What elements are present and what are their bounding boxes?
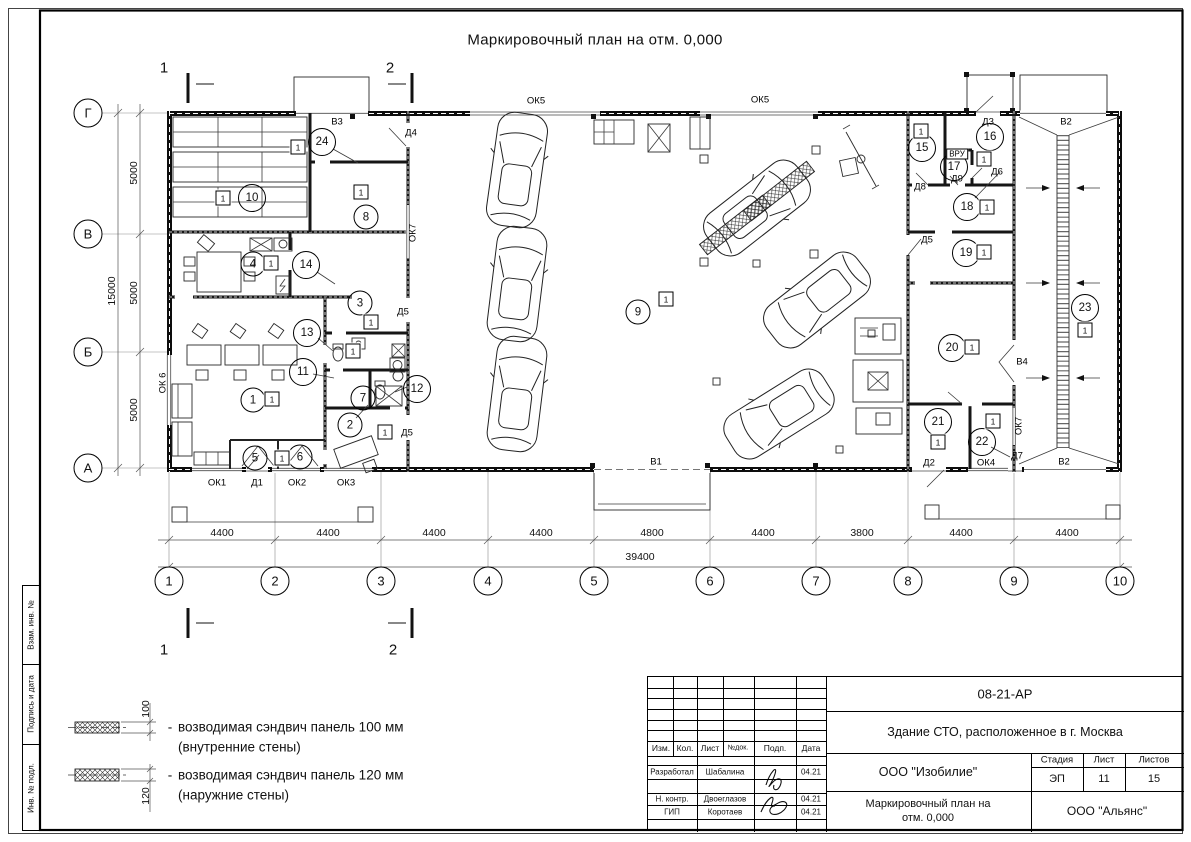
room-number-bubble: 17 bbox=[940, 153, 968, 181]
room-number-bubble: 13 bbox=[293, 319, 321, 347]
room-number-bubble: 1 bbox=[241, 388, 266, 413]
legend-item-text: возводимая сэндвич панель 100 мм bbox=[178, 719, 404, 735]
tb-company: ООО "Альянс" bbox=[1066, 804, 1148, 818]
axis-bubble: 7 bbox=[802, 567, 831, 596]
room-number-bubble: 19 bbox=[952, 239, 980, 267]
dim-total-label: 15000 bbox=[106, 276, 118, 306]
unit-tag: 1 bbox=[265, 392, 280, 407]
room-number-bubble: 8 bbox=[354, 205, 379, 230]
side-stamp bbox=[22, 585, 40, 831]
room-number-bubble: 9 bbox=[626, 300, 651, 325]
dim-label: 5000 bbox=[128, 398, 140, 422]
dim-label: 4400 bbox=[529, 527, 553, 539]
room-number-bubble: 6 bbox=[288, 445, 313, 470]
opening-label: В1 bbox=[650, 456, 662, 468]
room-number-bubble: 4 bbox=[241, 252, 266, 277]
tb-sheet-label: Лист bbox=[1093, 754, 1115, 766]
dim-label: 4400 bbox=[751, 527, 775, 539]
room-number-bubble: 10 bbox=[238, 184, 266, 212]
room-number-bubble: 14 bbox=[292, 251, 320, 279]
tb-name: Шабалина bbox=[705, 767, 745, 777]
axis-bubble: 2 bbox=[261, 567, 290, 596]
dim-label: 5000 bbox=[128, 281, 140, 305]
axis-bubble: Б bbox=[74, 338, 103, 367]
axis-bubble: 5 bbox=[580, 567, 609, 596]
tb-stage-label: Стадия bbox=[1040, 754, 1074, 766]
title-block bbox=[647, 676, 1183, 831]
tb-col: Лист bbox=[700, 743, 720, 753]
opening-label: Д9 bbox=[951, 173, 963, 185]
opening-label: ОК2 bbox=[287, 477, 307, 489]
axis-bubble: 8 bbox=[894, 567, 923, 596]
opening-label: Д8 bbox=[914, 181, 926, 193]
axis-bubble: А bbox=[74, 454, 103, 483]
tb-sheet-num: 11 bbox=[1098, 773, 1110, 785]
axis-bubble: 1 bbox=[155, 567, 184, 596]
dim-label: 4400 bbox=[1055, 527, 1079, 539]
unit-tag: 1 bbox=[275, 451, 290, 466]
room-number-bubble: 21 bbox=[924, 408, 952, 436]
unit-tag: 1 bbox=[914, 124, 929, 139]
room-number-bubble: 7 bbox=[351, 386, 376, 411]
tb-sheet-title: отм. 0,000 bbox=[901, 812, 955, 824]
stamp-cell-label: Взам. инв. № bbox=[26, 600, 36, 650]
section-mark-label: 1 bbox=[159, 59, 169, 77]
tb-org: ООО "Изобилие" bbox=[878, 765, 978, 779]
legend-separator: - bbox=[167, 719, 173, 735]
dim-label: 4400 bbox=[422, 527, 446, 539]
opening-label: В2 bbox=[1060, 116, 1072, 128]
tb-stage: ЭП bbox=[1049, 773, 1065, 785]
axis-bubble: 6 bbox=[696, 567, 725, 596]
axis-bubble: 4 bbox=[474, 567, 503, 596]
room-number-bubble: 15 bbox=[908, 134, 936, 162]
opening-label: Д3 bbox=[982, 116, 994, 128]
dim-total-label: 39400 bbox=[625, 551, 655, 563]
tb-name: Коротаев bbox=[707, 807, 743, 817]
legend-item-text: возводимая сэндвич панель 120 мм bbox=[178, 767, 404, 783]
opening-label: Д2 bbox=[923, 457, 935, 469]
plan-title: Маркировочный план на отм. 0,000 bbox=[467, 31, 723, 49]
dim-label: 4400 bbox=[949, 527, 973, 539]
opening-label: Д5 bbox=[401, 427, 413, 439]
tb-date: 04.21 bbox=[800, 794, 822, 804]
room-number-bubble: 2 bbox=[338, 413, 363, 438]
unit-tag: 1 bbox=[264, 256, 279, 271]
opening-label: Д5 bbox=[397, 306, 409, 318]
dim-label: 4400 bbox=[316, 527, 340, 539]
axis-bubble: Г bbox=[74, 99, 103, 128]
room-number-bubble: 20 bbox=[938, 334, 966, 362]
dim-label: 4400 bbox=[210, 527, 234, 539]
tb-col: №док. bbox=[727, 744, 749, 752]
unit-tag: 1 bbox=[364, 315, 379, 330]
unit-tag: 1 bbox=[659, 292, 674, 307]
section-mark-label: 1 bbox=[159, 641, 169, 659]
dim-label: 3800 bbox=[850, 527, 874, 539]
tb-date: 04.21 bbox=[800, 767, 822, 777]
unit-tag: 1 bbox=[1078, 323, 1093, 338]
unit-tag: 1 bbox=[965, 340, 980, 355]
opening-label: ОК4 bbox=[976, 457, 996, 469]
room-number-bubble: 11 bbox=[289, 358, 317, 386]
unit-tag: 1 bbox=[977, 152, 992, 167]
unit-tag: 1 bbox=[980, 200, 995, 215]
room-number-bubble: 12 bbox=[403, 375, 431, 403]
stamp-cell-label: Инв. № подл. bbox=[26, 763, 36, 813]
unit-tag: 1 bbox=[378, 425, 393, 440]
opening-label: Д5 bbox=[921, 234, 933, 246]
opening-label: Д4 bbox=[405, 127, 417, 139]
unit-tag: 1 bbox=[977, 245, 992, 260]
tb-col: Изм. bbox=[651, 743, 671, 753]
opening-label: ОК1 bbox=[207, 477, 227, 489]
opening-label: ОК5 bbox=[750, 94, 770, 106]
unit-tag: 1 bbox=[291, 140, 306, 155]
room-number-bubble: 22 bbox=[968, 428, 996, 456]
opening-label: ВРУ bbox=[946, 149, 968, 160]
axis-bubble: 9 bbox=[1000, 567, 1029, 596]
tb-col: Кол. bbox=[676, 743, 694, 753]
tb-role: ГИП bbox=[664, 807, 680, 817]
opening-label: Д6 bbox=[991, 166, 1003, 178]
tb-role: Разработал bbox=[650, 767, 694, 777]
tb-sheets-label: Листов bbox=[1138, 754, 1170, 766]
legend-item-text: (наружние стены) bbox=[178, 787, 289, 803]
opening-label: В3 bbox=[331, 116, 343, 128]
opening-label: Д1 bbox=[251, 477, 263, 489]
unit-tag: 1 bbox=[346, 344, 361, 359]
opening-label: ОК5 bbox=[526, 95, 546, 107]
room-number-bubble: 5 bbox=[243, 446, 268, 471]
section-mark-label: 2 bbox=[388, 641, 398, 659]
opening-label: Д7 bbox=[1011, 450, 1023, 462]
room-number-bubble: 23 bbox=[1071, 294, 1099, 322]
tb-role: Н. контр. bbox=[655, 794, 689, 804]
room-number-bubble: 3 bbox=[348, 291, 373, 316]
legend-dim-120: 120 bbox=[140, 787, 152, 805]
room-number-bubble: 24 bbox=[308, 128, 336, 156]
section-mark-label: 2 bbox=[385, 59, 395, 77]
stamp-cell-label: Подпись и дата bbox=[26, 675, 36, 733]
opening-label: В4 bbox=[1016, 356, 1028, 368]
opening-label: ОК7 bbox=[1013, 416, 1025, 436]
tb-sheets-total: 15 bbox=[1147, 773, 1161, 785]
unit-tag: 1 bbox=[354, 185, 369, 200]
legend-dim-100: 100 bbox=[140, 700, 152, 718]
legend-separator: - bbox=[167, 767, 173, 783]
legend-item-text: (внутренние стены) bbox=[178, 739, 301, 755]
tb-name: Двоеглазов bbox=[703, 794, 747, 804]
axis-bubble: 3 bbox=[367, 567, 396, 596]
opening-label: В2 bbox=[1058, 456, 1070, 468]
dim-label: 4800 bbox=[640, 527, 664, 539]
opening-label: ОК3 bbox=[336, 477, 356, 489]
room-number-bubble: 16 bbox=[976, 123, 1004, 151]
axis-bubble: В bbox=[74, 220, 103, 249]
tb-doc-number: 08-21-АР bbox=[977, 686, 1033, 702]
unit-tag: 1 bbox=[986, 414, 1001, 429]
opening-label: ОК 6 bbox=[157, 372, 169, 394]
axis-bubble: 10 bbox=[1106, 567, 1135, 596]
room-number-bubble: 18 bbox=[953, 193, 981, 221]
unit-tag: 1 bbox=[216, 191, 231, 206]
opening-label: ОК7 bbox=[407, 223, 419, 243]
tb-sheet-title: Маркировочный план на bbox=[865, 798, 991, 810]
dim-label: 5000 bbox=[128, 161, 140, 185]
unit-tag: 1 bbox=[931, 435, 946, 450]
tb-col: Подп. bbox=[763, 743, 787, 753]
tb-col: Дата bbox=[801, 743, 821, 753]
tb-project: Здание СТО, расположенное в г. Москва bbox=[887, 725, 1123, 739]
tb-date: 04.21 bbox=[800, 807, 822, 817]
